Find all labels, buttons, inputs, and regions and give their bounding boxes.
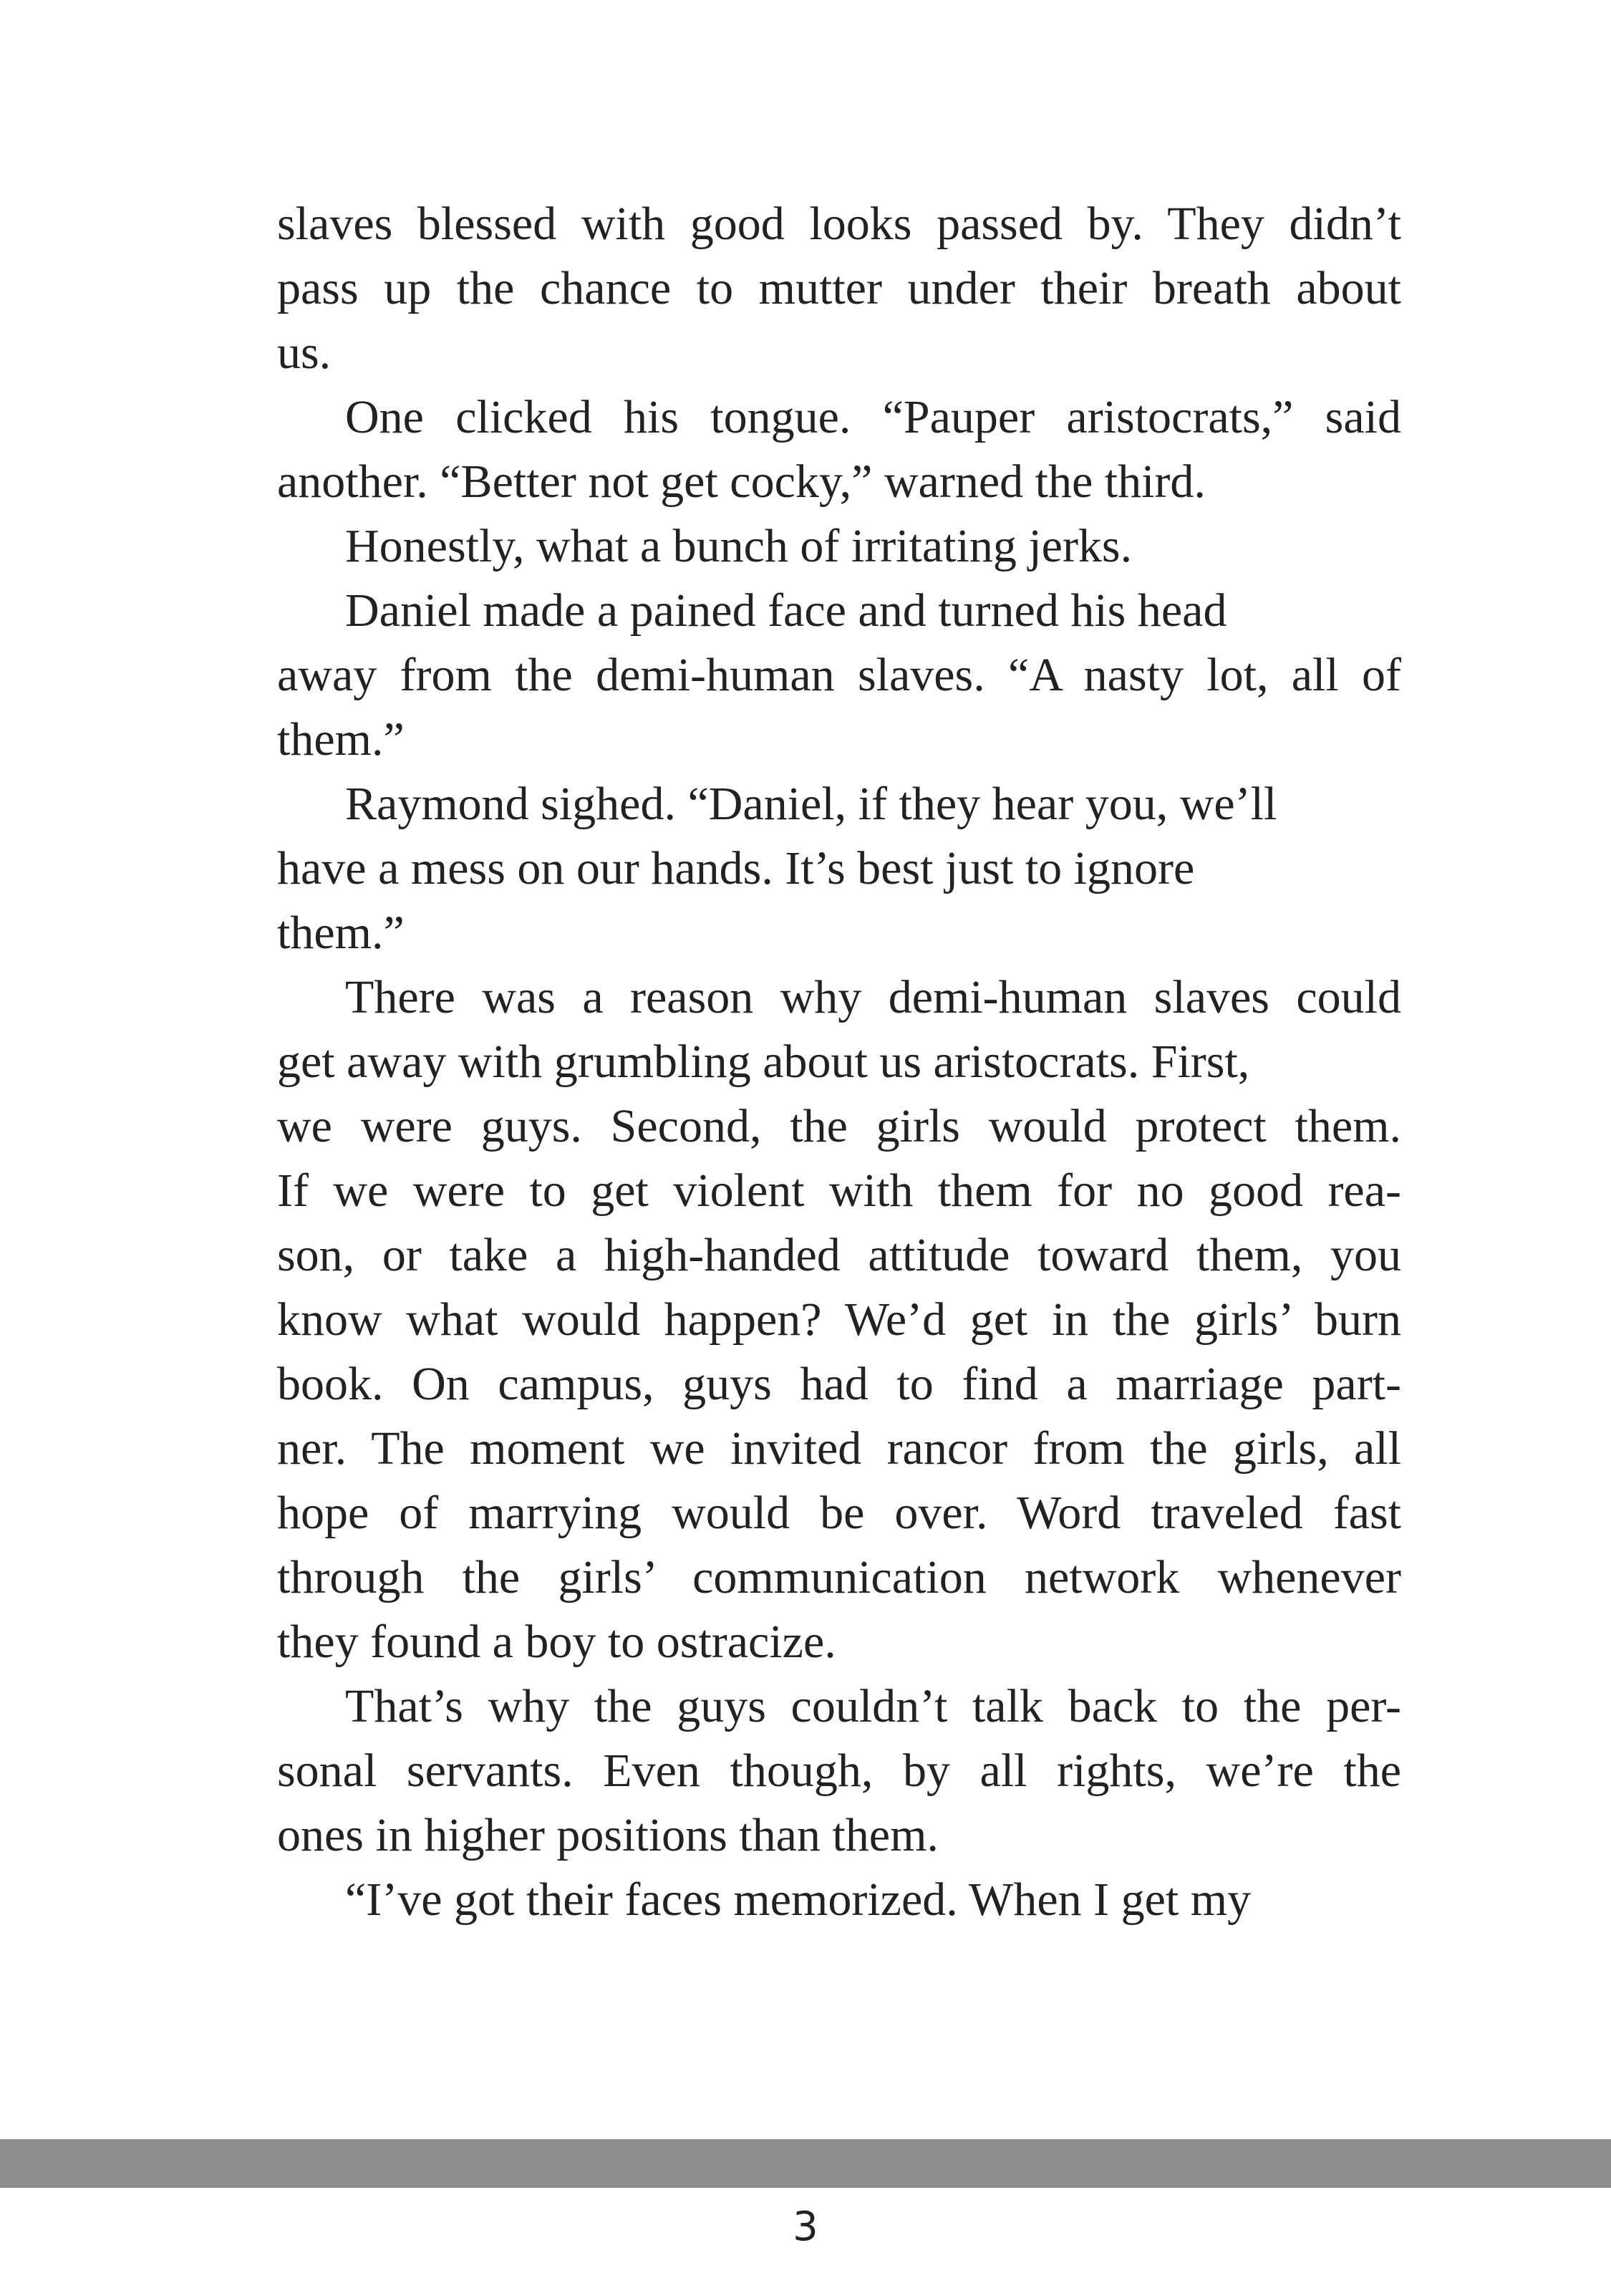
text-line: another. “Better not get cocky,” warned the third. <box>277 455 1206 508</box>
text-line: ner. The moment we invited rancor from the girls, all <box>277 1422 1401 1475</box>
text-line: pass up the chance to mutter under their breath about <box>277 262 1401 314</box>
text-line: ones in higher positions than them. <box>277 1809 939 1861</box>
text-line: Raymond sighed. “Daniel, if they hear you, we’ll <box>345 778 1277 830</box>
text-line: know what would happen? We’d get in the girls’ burn <box>277 1293 1401 1346</box>
text-line: hope of marrying would be over. Word traveled fast <box>277 1487 1401 1539</box>
footer-bar <box>0 2139 1611 2188</box>
text-line: book. On campus, guys had to find a marriage part- <box>277 1358 1401 1410</box>
text-line: us. <box>277 327 332 379</box>
text-line: Honestly, what a bunch of irritating jerks. <box>345 520 1133 572</box>
body-text <box>277 192 1401 1932</box>
text-line: they found a boy to ostracize. <box>277 1616 836 1668</box>
text-line: slaves blessed with good looks passed by. They didn’t <box>277 198 1401 250</box>
text-line: That’s why the guys couldn’t talk back to the per- <box>345 1680 1401 1732</box>
text-line: There was a reason why demi-human slaves could <box>345 971 1401 1023</box>
text-line: son, or take a high-handed attitude toward them, you <box>277 1229 1401 1281</box>
text-line: have a mess on our hands. It’s best just to ignore <box>277 842 1195 894</box>
text-line: “I’ve got their faces memorized. When I get my <box>345 1873 1252 1926</box>
page-number: 3 <box>793 2204 818 2250</box>
text-line: One clicked his tongue. “Pauper aristocrats,” said <box>345 391 1401 443</box>
text-line: If we were to get violent with them for no good rea- <box>277 1164 1401 1217</box>
text-line: get away with grumbling about us aristocrats. First, <box>277 1036 1250 1088</box>
text-line: away from the demi-human slaves. “A nasty lot, all of <box>277 649 1401 701</box>
text-line: we were guys. Second, the girls would protect them. <box>277 1100 1401 1152</box>
text-line: them.” <box>277 907 405 959</box>
text-line: Daniel made a pained face and turned his head <box>345 584 1227 637</box>
text-line: sonal servants. Even though, by all rights, we’re the <box>277 1745 1401 1797</box>
text-line: them.” <box>277 713 405 766</box>
text-line: through the girls’ communication network whenever <box>277 1551 1401 1603</box>
